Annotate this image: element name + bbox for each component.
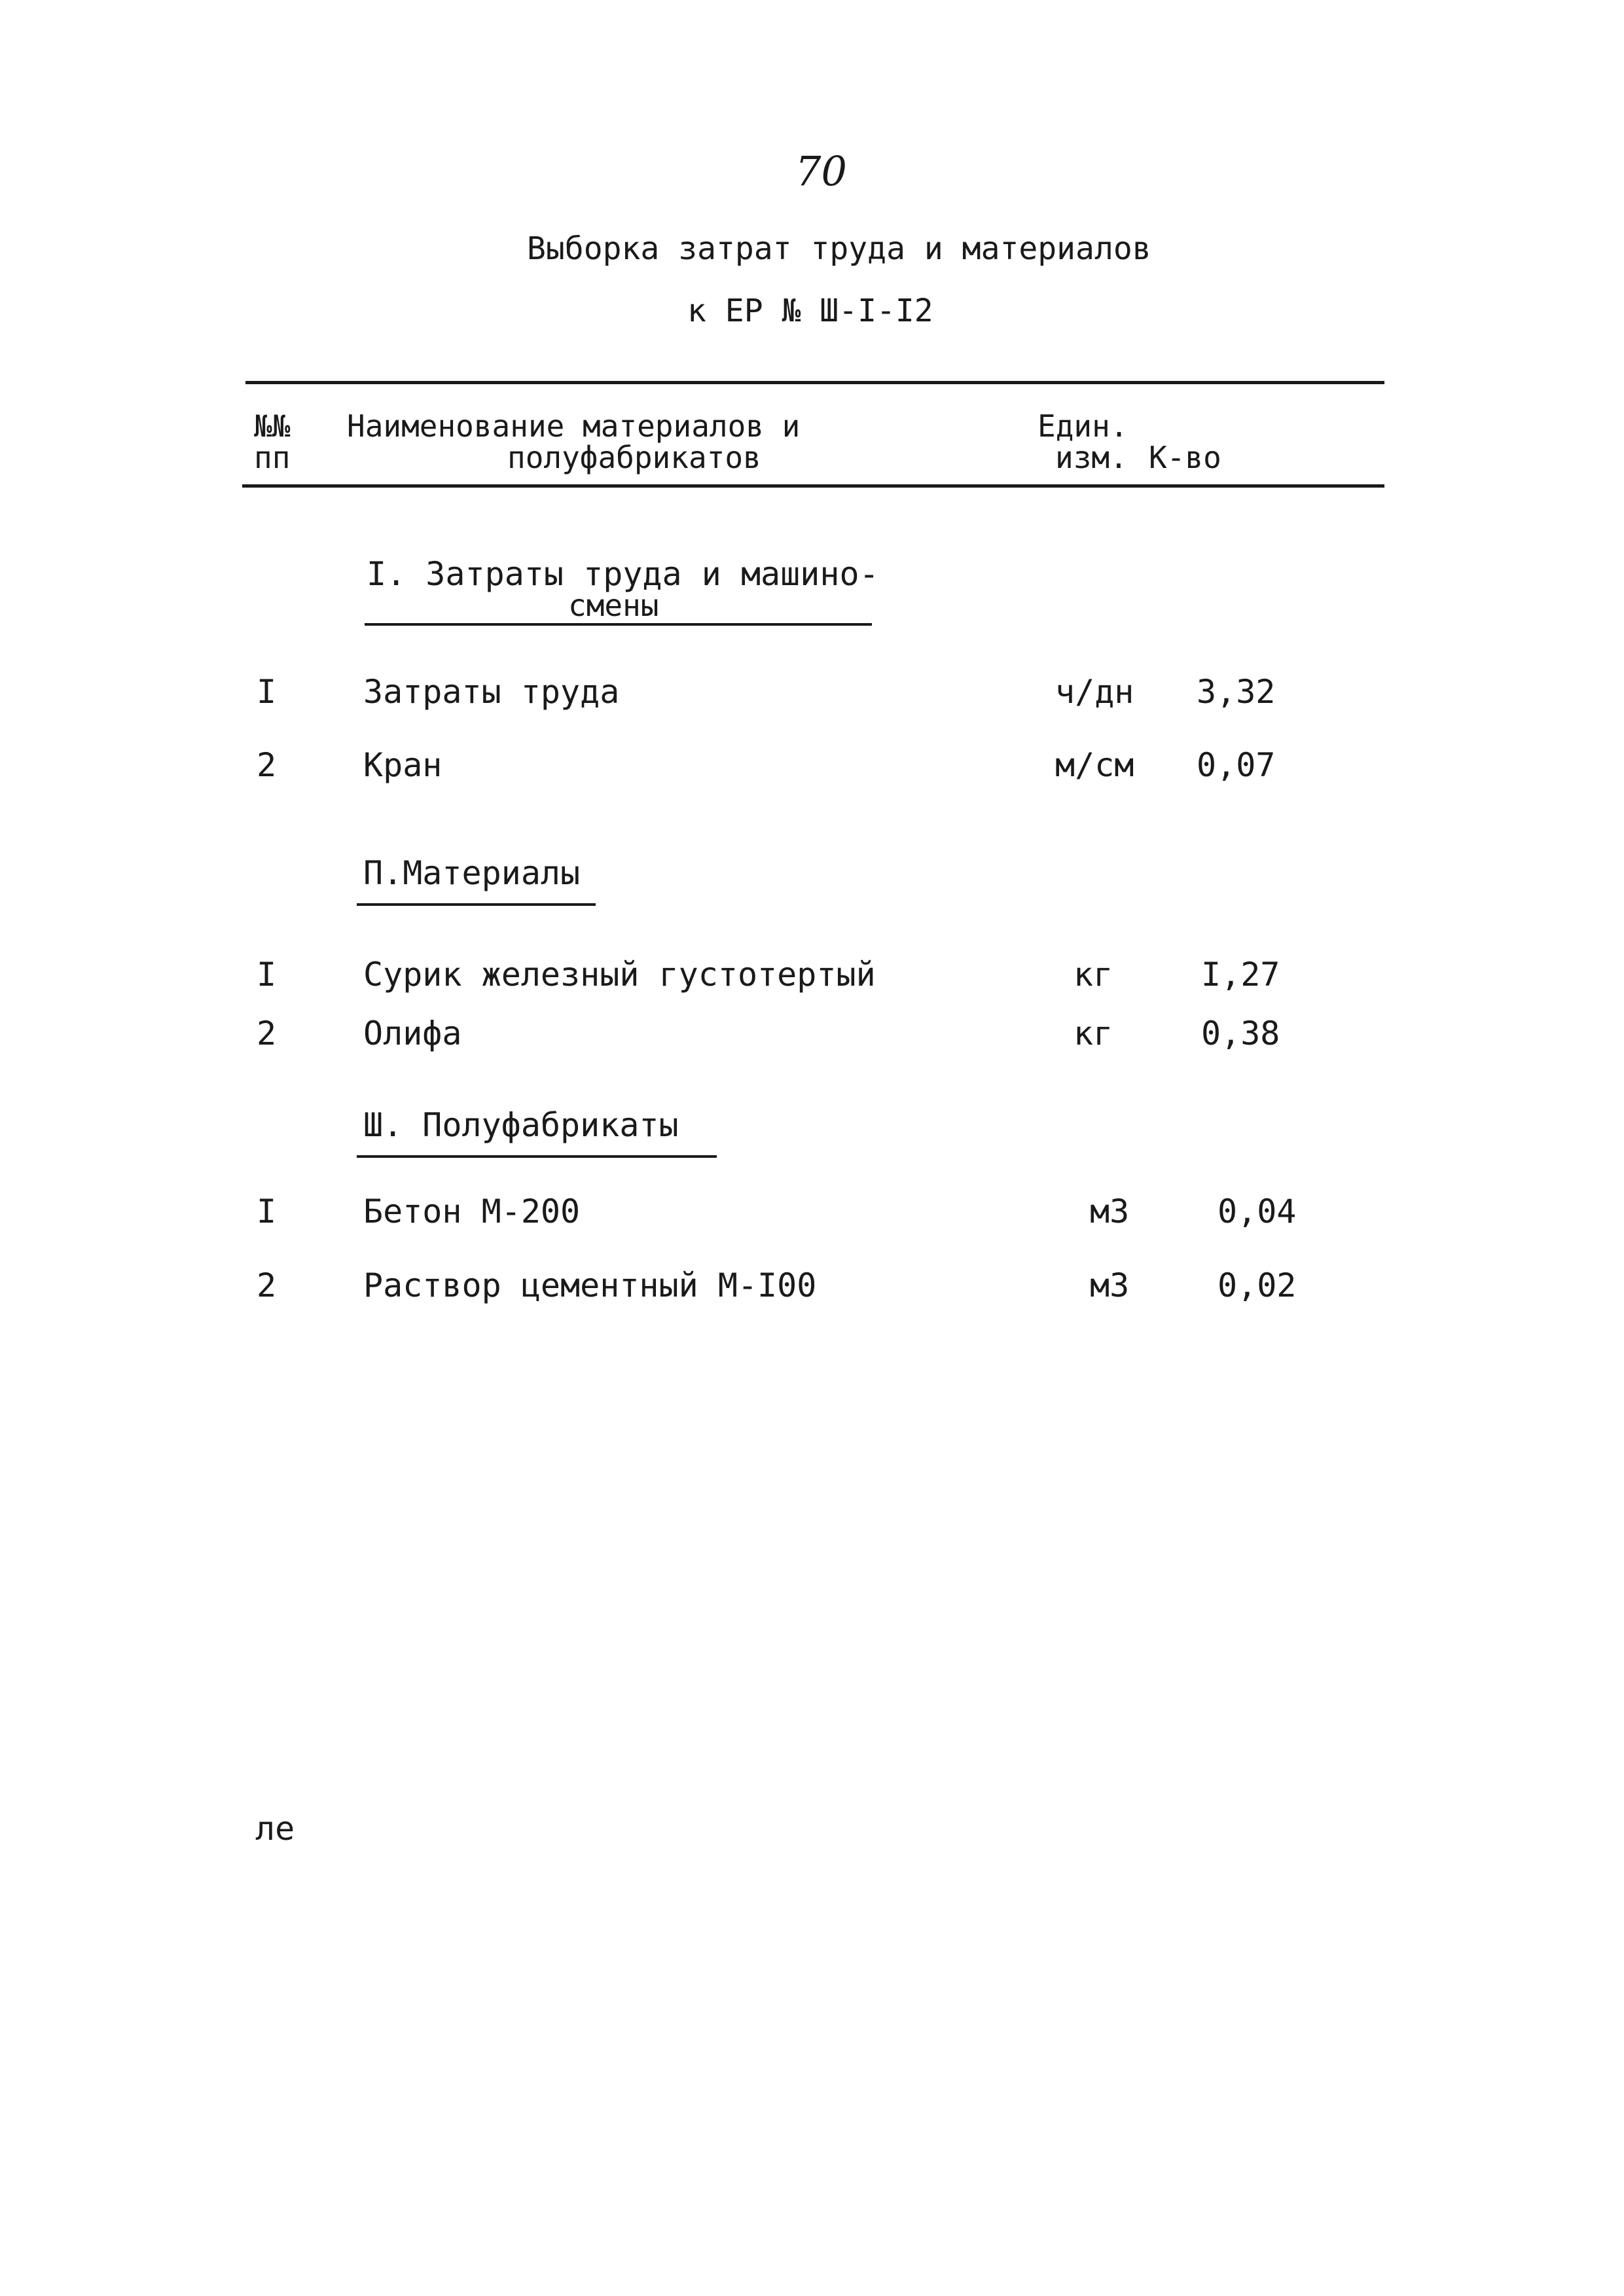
table-top-rule (245, 381, 1384, 384)
header-unit-line1: Един. (1038, 408, 1128, 444)
header-name-line1: Наименование материалов и (347, 408, 801, 444)
row-unit: кг (1074, 956, 1113, 994)
row-unit: м/см (1055, 746, 1134, 784)
row-name: Сурик железный густотертый (363, 956, 876, 994)
section-title-continued: смены (568, 588, 659, 623)
row-qty: I,27 (1201, 956, 1280, 994)
row-num: 2 (257, 1014, 277, 1052)
row-name: Затраты труда (363, 673, 620, 711)
footer-mark: ле (255, 1810, 295, 1848)
header-unit-line2: изм. (1055, 440, 1128, 475)
row-num: I (257, 956, 277, 994)
row-num: 2 (257, 1266, 277, 1304)
row-num: 2 (257, 746, 277, 784)
row-qty: 0,07 (1197, 746, 1276, 784)
row-unit: ч/дн (1055, 673, 1134, 711)
document-subtitle: к ЕР № Ш-I-I2 (687, 293, 933, 329)
row-num: I (257, 673, 277, 711)
table-header-rule (242, 484, 1384, 488)
row-unit: кг (1074, 1014, 1113, 1052)
row-name: Бетон М-200 (363, 1193, 581, 1230)
section-underline (365, 623, 872, 626)
document-title: Выборка затрат труда и материалов (527, 230, 1151, 267)
section-underline (357, 1155, 717, 1158)
row-qty: 0,02 (1218, 1266, 1297, 1304)
row-unit: м3 (1090, 1193, 1130, 1230)
row-num: I (257, 1193, 277, 1230)
row-unit: м3 (1090, 1266, 1130, 1304)
row-name: Кран (363, 746, 442, 784)
section-title: Ш. Полуфабрикаты (363, 1106, 679, 1144)
header-num-line1: №№ (254, 408, 291, 444)
section-underline (357, 903, 596, 906)
header-name-line2: полуфабрикатов (507, 440, 761, 475)
row-qty: 0,38 (1201, 1014, 1280, 1052)
row-qty: 3,32 (1197, 673, 1276, 711)
page-number: 70 (795, 147, 847, 195)
row-name: Раствор цементный М-I00 (363, 1266, 817, 1304)
header-num-line2: пп (254, 440, 291, 475)
section-title: П.Материалы (363, 854, 581, 892)
header-qty: К-во (1149, 440, 1221, 475)
row-qty: 0,04 (1218, 1193, 1297, 1230)
section-title: I. Затраты труда и машино- (367, 555, 879, 593)
row-name: Олифа (363, 1014, 462, 1052)
